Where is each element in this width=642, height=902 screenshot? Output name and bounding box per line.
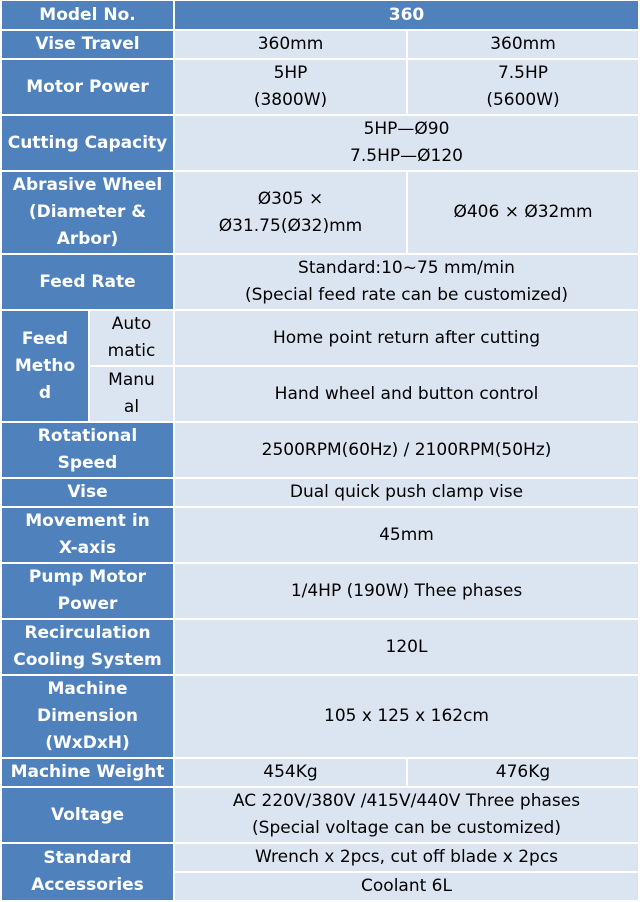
row-accessories-1 (2, 844, 640, 873)
row-motor-power (2, 60, 640, 116)
value-weight-1: 454Kg (175, 759, 408, 788)
abrasive-wheel-1-line-2: Ø31.75(Ø32)mm (218, 215, 363, 236)
row-dimension (2, 676, 640, 759)
feed-method-label-3: d (38, 382, 52, 403)
recirculation-label-2: Cooling System (13, 650, 162, 670)
rotational-speed-label-1: Rotational (37, 426, 138, 446)
value-dimension: 105 x 125 x 162cm (175, 676, 640, 759)
value-cutting-capacity (175, 116, 640, 172)
value-feed-rate (175, 255, 640, 311)
value-vise-travel-1: 360mm (175, 31, 408, 60)
abrasive-wheel-label-3: Arbor) (56, 229, 119, 249)
row-movement-x (2, 508, 640, 564)
cutting-capacity-line-2: 7.5HP—Ø120 (350, 146, 463, 166)
value-manual: Hand wheel and button control (175, 367, 640, 423)
row-feed-rate (2, 255, 640, 311)
label-recirculation (2, 620, 175, 676)
value-automatic: Home point return after cutting (175, 311, 640, 367)
row-rotational-speed (2, 423, 640, 479)
value-movement-x: 45mm (175, 508, 640, 564)
label-vise-travel: Vise Travel (2, 31, 175, 60)
abrasive-wheel-label-1: Abrasive Wheel (12, 175, 163, 195)
label-weight: Machine Weight (2, 759, 175, 788)
row-recirculation (2, 620, 640, 676)
value-recirculation: 120L (175, 620, 640, 676)
label-rotational-speed (2, 423, 175, 479)
value-abrasive-wheel-1 (175, 172, 408, 255)
value-weight-2: 476Kg (408, 759, 640, 788)
accessories-label-1: Standard (43, 848, 132, 868)
value-accessories-1: Wrench x 2pcs, cut off blade x 2pcs (175, 844, 640, 873)
motor-power-2-watts: (5600W) (486, 90, 560, 110)
label-accessories (2, 844, 175, 902)
row-feed-method-manual (2, 367, 640, 423)
motor-power-1-line: 5HP (273, 63, 308, 83)
label-automatic (90, 311, 175, 367)
label-abrasive-wheel (2, 172, 175, 255)
value-model-no: 360 (175, 1, 640, 31)
row-pump-motor (2, 564, 640, 620)
dimension-label-2: Dimension (36, 706, 138, 726)
label-manual (90, 367, 175, 423)
accessories-label-2: Accessories (31, 875, 144, 895)
motor-power-2-line: 7.5HP (497, 63, 549, 83)
manual-label-1: Manu (108, 370, 155, 390)
value-pump-motor: 1/4HP (190W) Thee phases (175, 564, 640, 620)
row-cutting-capacity (2, 116, 640, 172)
value-abrasive-wheel-2: Ø406 × Ø32mm (408, 172, 640, 255)
row-weight (2, 759, 640, 788)
label-feed-method (2, 311, 90, 423)
automatic-label-1: Auto (111, 314, 152, 334)
rotational-speed-label-2: Speed (57, 453, 118, 473)
value-rotational-speed: 2500RPM(60Hz) / 2100RPM(50Hz) (175, 423, 640, 479)
feed-rate-line-2: (Special feed rate can be customized) (244, 285, 569, 305)
row-vise-travel (2, 31, 640, 60)
automatic-label-2: matic (107, 341, 156, 361)
row-vise (2, 479, 640, 508)
row-feed-method-automatic (2, 311, 640, 367)
label-dimension (2, 676, 175, 759)
pump-motor-label-1: Pump Motor (28, 567, 147, 587)
abrasive-wheel-1-line-1: Ø305 × (257, 188, 324, 209)
label-pump-motor (2, 564, 175, 620)
value-vise-travel-2: 360mm (408, 31, 640, 60)
feed-method-label-1: Feed (21, 328, 69, 349)
row-voltage (2, 788, 640, 844)
spec-table (2, 1, 640, 902)
row-model (2, 1, 640, 31)
voltage-line-1: AC 220V/380V /415V/440V Three phases (232, 791, 581, 811)
dimension-label-1: Machine (47, 679, 128, 699)
label-model-no: Model No. (2, 1, 175, 31)
recirculation-label-1: Recirculation (24, 623, 151, 643)
value-accessories-2: Coolant 6L (175, 873, 640, 902)
label-voltage: Voltage (2, 788, 175, 844)
movement-x-label-1: Movement in (25, 511, 150, 531)
value-voltage (175, 788, 640, 844)
row-abrasive-wheel (2, 172, 640, 255)
voltage-line-2: (Special voltage can be customized) (252, 818, 561, 838)
label-feed-rate: Feed Rate (2, 255, 175, 311)
movement-x-label-2: X-axis (58, 538, 117, 558)
value-vise: Dual quick push clamp vise (175, 479, 640, 508)
label-motor-power: Motor Power (2, 60, 175, 116)
label-cutting-capacity: Cutting Capacity (2, 116, 175, 172)
feed-rate-line-1: Standard:10~75 mm/min (298, 258, 515, 278)
motor-power-1-watts: (3800W) (253, 90, 328, 110)
manual-label-2: al (123, 397, 140, 417)
abrasive-wheel-label-2: (Diameter & (28, 202, 147, 222)
cutting-capacity-line-1: 5HP—Ø90 (363, 119, 450, 139)
dimension-label-3: (WxDxH) (45, 733, 130, 753)
label-vise: Vise (2, 479, 175, 508)
label-movement-x (2, 508, 175, 564)
value-motor-power-2 (408, 60, 640, 116)
feed-method-label-2: Metho (14, 355, 76, 376)
value-motor-power-1 (175, 60, 408, 116)
pump-motor-label-2: Power (57, 594, 118, 614)
